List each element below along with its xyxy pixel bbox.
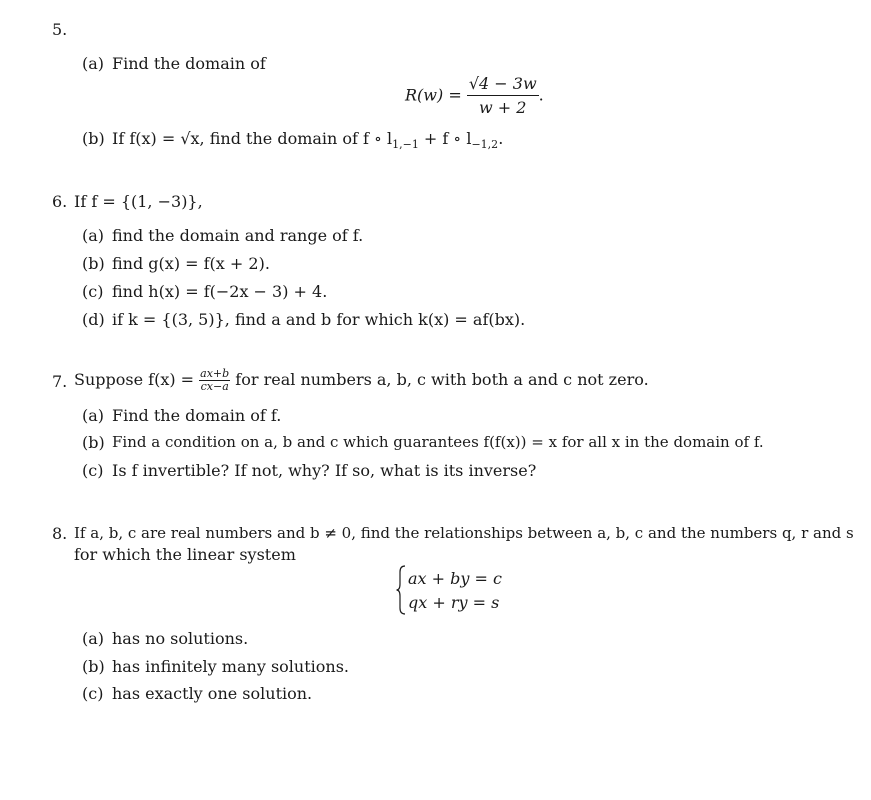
problem-8a-label: (a) xyxy=(82,629,105,648)
r-numerator xyxy=(467,76,539,96)
problem-6a-text: find the domain and range of f. xyxy=(112,226,364,245)
problem-7b-label: (b) xyxy=(82,433,105,452)
problem-7c-label: (c) xyxy=(82,461,104,480)
problem-7c-text: Is f invertible? If not, why? If so, what is its inverse? xyxy=(112,461,537,480)
problem-5b-text2: + f ∘ l xyxy=(418,129,472,148)
problem-8c-label: (c) xyxy=(82,684,104,703)
problem-6-intro: If f = {(1, −3)}, xyxy=(74,192,203,211)
problem-7-intro1: Suppose f(x) = xyxy=(74,370,195,390)
system-equation-2: qx + ry = s xyxy=(408,593,500,612)
problem-6-number: 6. xyxy=(52,192,68,211)
r-radicand: 4 − 3w xyxy=(479,74,537,93)
sqrt-symbol: √ xyxy=(468,74,480,93)
problem-5-number: 5. xyxy=(52,20,68,39)
problem-8b-text: has infinitely many solutions. xyxy=(112,657,349,676)
problem-7a-label: (a) xyxy=(82,406,105,425)
problem-5b-text xyxy=(112,131,503,150)
problem-7-fraction xyxy=(199,368,230,392)
problem-7-intro xyxy=(74,368,649,392)
r-period: . xyxy=(538,85,544,105)
problem-8c-text: has exactly one solution. xyxy=(112,684,313,703)
r-fraction xyxy=(467,76,539,116)
problem-8-number: 8. xyxy=(52,524,68,543)
problem-5a-text: Find the domain of xyxy=(112,54,266,73)
problem-6d-text: if k = {(3, 5)}, find a and b for which k(x) = af(bx). xyxy=(112,310,526,329)
r-denominator: w + 2 xyxy=(479,98,527,117)
problem-5b-sub2: −1,2 xyxy=(471,138,499,151)
problem-7-number: 7. xyxy=(52,372,68,391)
problem-8b-label: (b) xyxy=(82,657,105,676)
problem-6b-label: (b) xyxy=(82,254,105,273)
problem-8-intro2: for which the linear system xyxy=(74,545,296,564)
problem-7b-text: Find a condition on a, b and c which guarantees f(f(x)) = x for all x in the domain of f. xyxy=(112,433,764,451)
system-equation-1: ax + by = c xyxy=(408,569,502,588)
problem-5b-text1: If f(x) = √x, find the domain of f ∘ l xyxy=(112,129,393,148)
system-brace xyxy=(396,565,406,615)
problem-7-frac-den: cx−a xyxy=(200,379,229,393)
problem-6d-label: (d) xyxy=(82,310,105,329)
problem-5b-period: . xyxy=(498,129,504,148)
problem-6c-text: find h(x) = f(−2x − 3) + 4. xyxy=(112,282,328,301)
problem-7-intro2: for real numbers a, b, c with both a and c not zero. xyxy=(235,370,649,390)
problem-6c-label: (c) xyxy=(82,282,104,301)
problem-8-intro1: If a, b, c are real numbers and b ≠ 0, find the relationships between a, b, c and the numbers q, r and s xyxy=(74,524,854,542)
problem-5b-label: (b) xyxy=(82,129,105,148)
problem-7a-text: Find the domain of f. xyxy=(112,406,282,425)
problem-5b-sub1: 1,−1 xyxy=(392,138,419,151)
problem-5a-label: (a) xyxy=(82,54,105,73)
problem-6b-text: find g(x) = f(x + 2). xyxy=(112,254,270,273)
r-of-w: R(w) = xyxy=(405,85,462,105)
problem-5a-formula xyxy=(405,76,544,116)
problem-7-frac-num: ax+b xyxy=(200,367,230,380)
problem-6a-label: (a) xyxy=(82,226,105,245)
problem-8a-text: has no solutions. xyxy=(112,629,249,648)
